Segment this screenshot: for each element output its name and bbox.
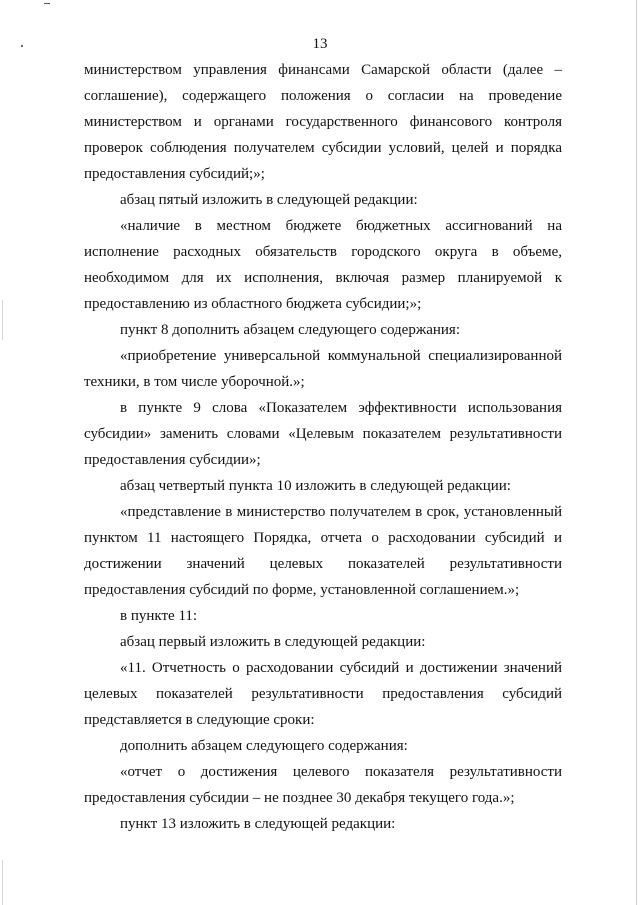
text-line: «отчет о достижения целевого показателя результативности (120, 764, 562, 780)
paragraph (84, 187, 562, 213)
paragraph (84, 499, 562, 603)
text-line: абзац четвертый пункта 10 изложить в следующей редакции: (120, 478, 511, 494)
text-line: пункт 13 изложить в следующей редакции: (120, 816, 396, 832)
paragraph (84, 473, 562, 499)
text-line: необходимом для их исполнения, включая размер планируемой к (84, 270, 562, 286)
paragraph (84, 395, 562, 473)
text-line: «11. Отчетность о расходовании субсидий и достижении значений (120, 660, 562, 676)
text-line: абзац первый изложить в следующей редакции: (120, 634, 426, 650)
text-line: в пункте 9 слова «Показателем эффективности использования (120, 400, 562, 416)
document-body (84, 57, 562, 837)
text-line: министерством управления финансами Самарской области (далее – (84, 62, 562, 78)
text-line: предоставления субсидий;»; (84, 166, 265, 182)
text-line: исполнение расходных обязательств городского округа в объеме, (84, 244, 562, 260)
paragraph (84, 759, 562, 811)
text-line: субсидии» заменить словами «Целевым показателем результативности (84, 426, 562, 442)
scan-edge-left-lower (2, 860, 3, 905)
page-number: 13 (312, 36, 328, 52)
paragraph (84, 733, 562, 759)
paragraph (84, 57, 562, 187)
paragraph (84, 603, 562, 629)
scan-mark (44, 3, 50, 4)
text-line: предоставления субсидии»; (84, 452, 261, 468)
text-line: министерством и органами государственного финансового контроля (84, 114, 562, 130)
paragraph (84, 343, 562, 395)
text-line: предоставлению из областного бюджета субсидии;»; (84, 296, 422, 312)
text-line: пунктом 11 настоящего Порядка, отчета о расходовании субсидий и (84, 530, 562, 546)
text-line: техники, в том числе уборочной.»; (84, 374, 305, 390)
paragraph (84, 811, 562, 837)
scan-edge-left (2, 300, 3, 340)
text-line: проверок соблюдения получателем субсидии условий, целей и порядка (84, 140, 562, 156)
text-line: предоставления субсидии – не позднее 30 декабря текущего года.»; (84, 790, 515, 806)
paragraph (84, 213, 562, 317)
text-line: достижении значений целевых показателей результативности (84, 556, 562, 572)
text-line: соглашение), содержащего положения о согласии на проведение (84, 88, 562, 104)
text-line: целевых показателей результативности предоставления субсидий (84, 686, 562, 702)
text-line: пункт 8 дополнить абзацем следующего содержания: (120, 322, 460, 338)
text-line: абзац пятый изложить в следующей редакции: (120, 192, 418, 208)
paragraph (84, 655, 562, 733)
paragraph (84, 629, 562, 655)
scan-edge-right (636, 0, 637, 905)
paragraph (84, 317, 562, 343)
text-line: предоставления субсидий по форме, установленной соглашением.»; (84, 582, 520, 598)
text-line: «представление в министерство получателем в срок, установленный (120, 504, 562, 520)
text-line: представляется в следующие сроки: (84, 712, 315, 728)
text-line: «наличие в местном бюджете бюджетных ассигнований на (120, 218, 562, 234)
text-line: «приобретение универсальной коммунальной специализированной (120, 348, 562, 364)
text-line: дополнить абзацем следующего содержания: (120, 738, 408, 754)
text-line: в пункте 11: (120, 608, 198, 624)
